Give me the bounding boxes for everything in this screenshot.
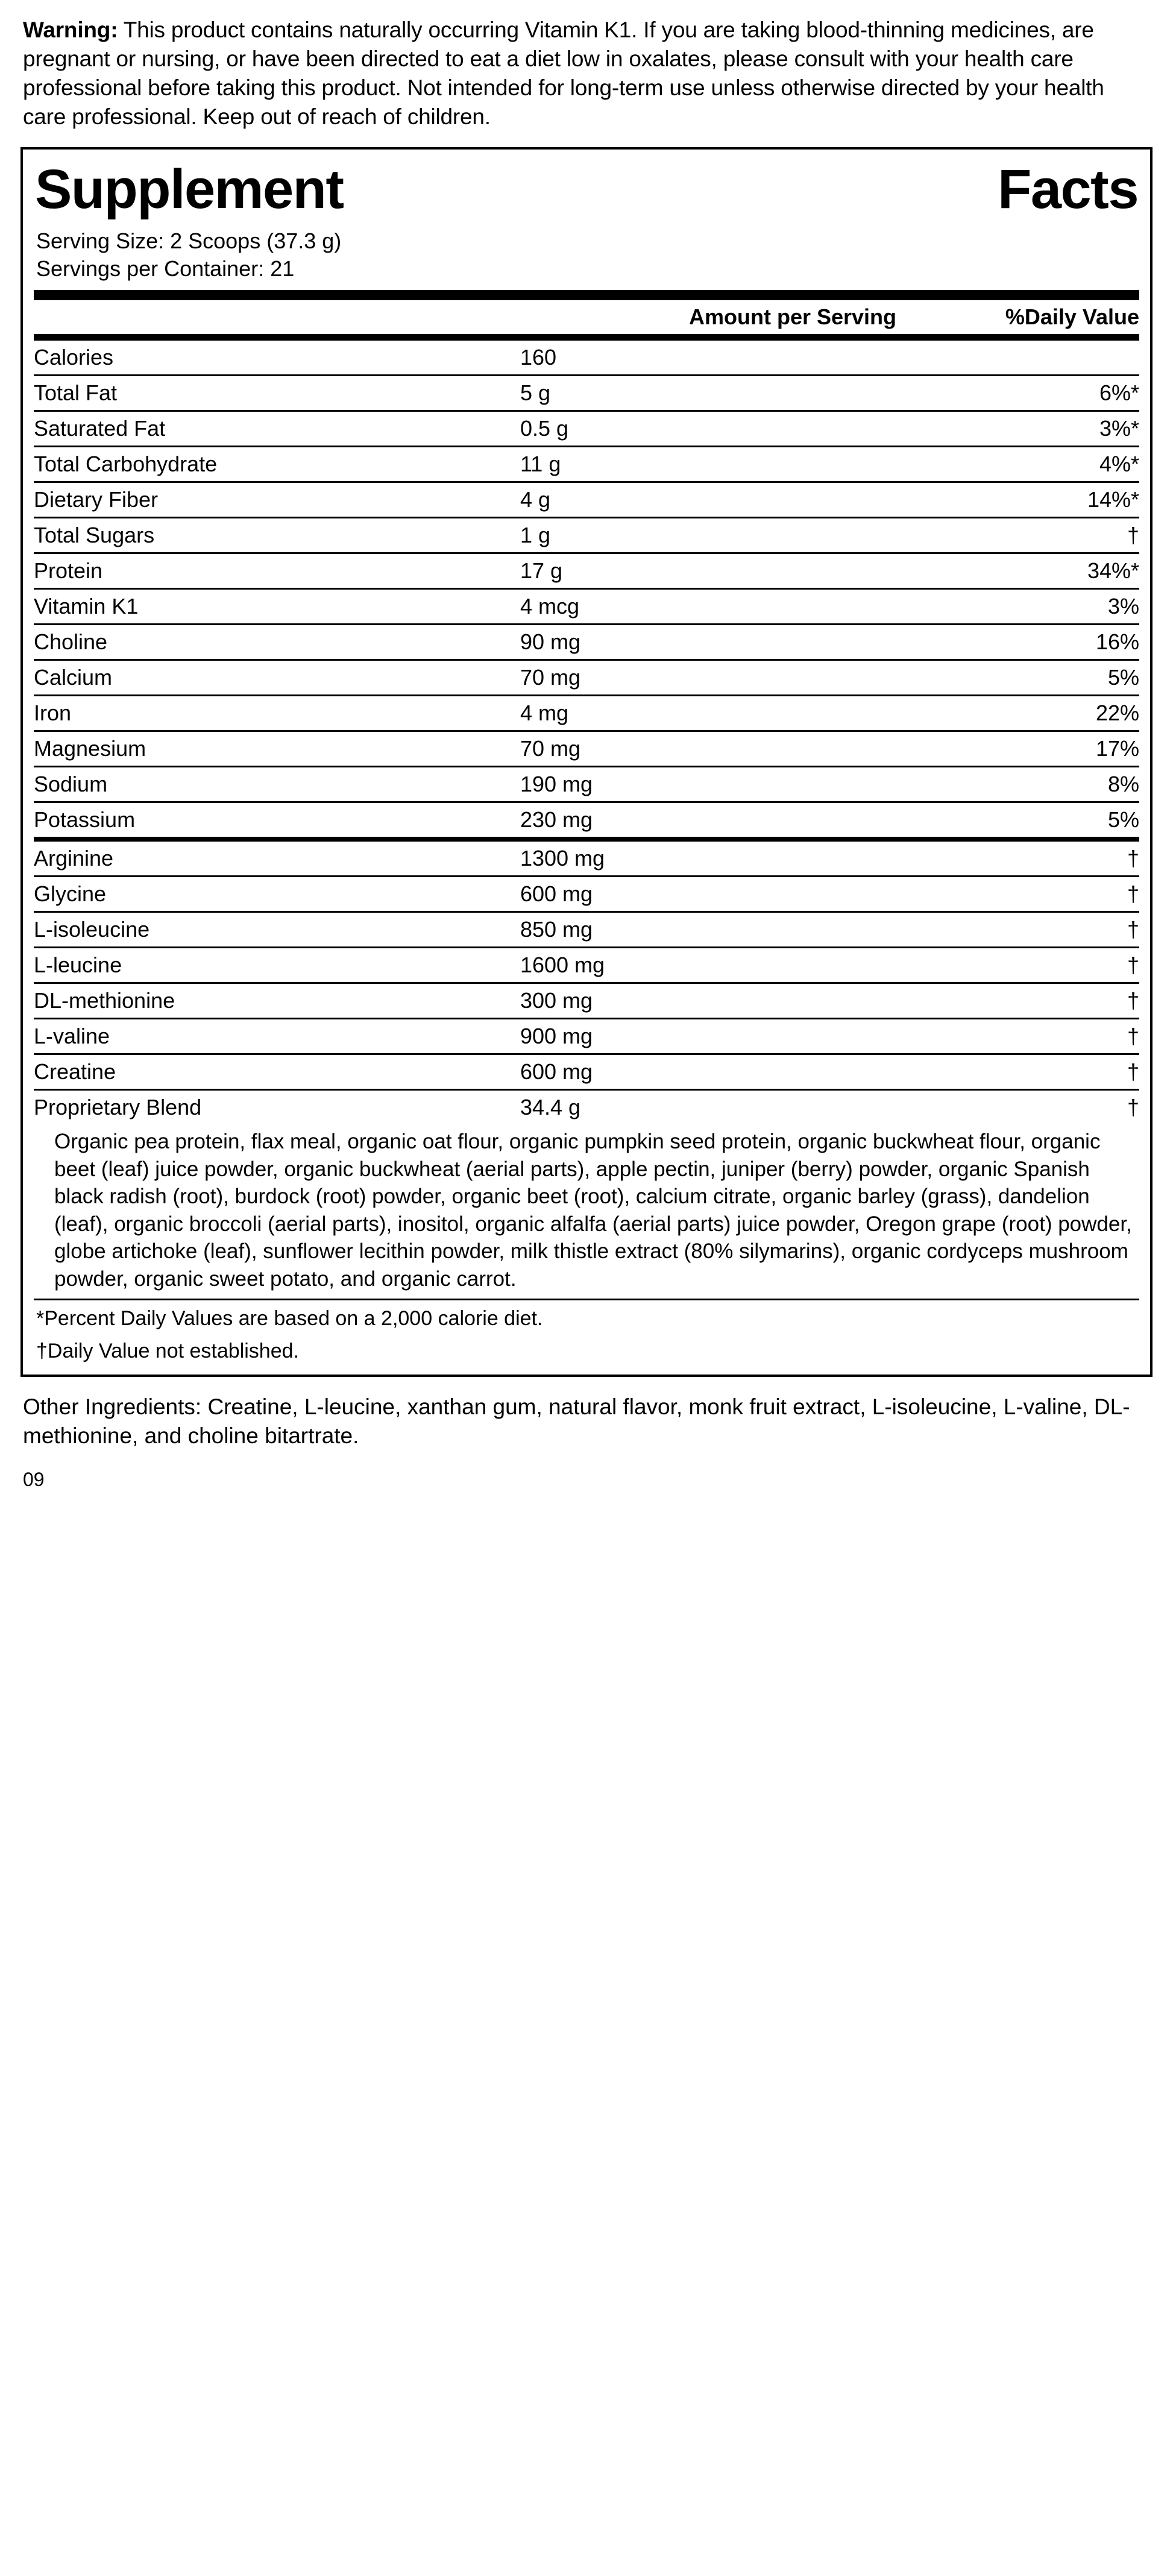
- row-amount: 900 mg: [520, 1019, 874, 1054]
- row-dv: †: [874, 983, 1139, 1019]
- table-row: [34, 731, 1139, 767]
- other-ingredients: Other Ingredients: Creatine, L-leucine, xanthan gum, natural flavor, monk fruit extract, L-isoleucine, L-valine, DL-methionine, and choline bitartrate.: [23, 1394, 1130, 1448]
- row-amount: 190 mg: [520, 767, 874, 802]
- row-amount: 1600 mg: [520, 948, 874, 983]
- panel-title-supplement: Supplement: [35, 159, 344, 221]
- row-name: Choline: [34, 625, 520, 660]
- row-name: Glycine: [34, 877, 520, 912]
- row-name: Saturated Fat: [34, 411, 520, 447]
- table-row: [34, 802, 1139, 837]
- table-row: [34, 696, 1139, 731]
- nutrition-rows-main: [34, 341, 1139, 837]
- row-name: Potassium: [34, 807, 136, 833]
- row-amount: 4 mg: [520, 696, 874, 731]
- row-amount: 230 mg: [520, 807, 593, 833]
- row-amount: 17 g: [520, 553, 874, 589]
- divider-thick-top: [34, 290, 1139, 300]
- table-row: [34, 447, 1139, 482]
- row-dv: †: [874, 948, 1139, 983]
- row-dv: 6%*: [874, 376, 1139, 411]
- warning-text: This product contains naturally occurring Vitamin K1. If you are taking blood-thinning medicines, are pregnant or nursing, or have been directed to eat a diet low in oxalates, please consult with your health care professional before taking this product. Not intended for long-term use unless otherwise directed by your health care professional. Keep out of reach of children.: [23, 17, 1104, 130]
- row-name: Total Sugars: [34, 518, 520, 553]
- row-name: Magnesium: [34, 731, 520, 767]
- row-dv: †: [874, 1054, 1139, 1090]
- blend-dv: †: [1127, 1095, 1139, 1120]
- row-name: Iron: [34, 696, 520, 731]
- row-dv: 17%: [874, 731, 1139, 767]
- row-dv: †: [874, 877, 1139, 912]
- blend-amount: 34.4 g: [520, 1095, 581, 1120]
- row-amount: 850 mg: [520, 912, 874, 948]
- row-name: Total Fat: [34, 376, 520, 411]
- table-row: [34, 553, 1139, 589]
- row-amount: 70 mg: [520, 660, 874, 696]
- table-row: [34, 948, 1139, 983]
- table-header-row: [34, 300, 1139, 335]
- panel-title: [35, 160, 1138, 219]
- row-amount: 70 mg: [520, 731, 874, 767]
- row-name: Arginine: [34, 842, 520, 877]
- table-row: [34, 589, 1139, 625]
- table-row: [34, 983, 1139, 1019]
- row-amount: 90 mg: [520, 625, 874, 660]
- row-dv: 5%: [1107, 807, 1139, 833]
- row-amount: 1 g: [520, 518, 874, 553]
- row-dv: †: [874, 842, 1139, 877]
- table-row: [34, 1019, 1139, 1054]
- row-name: Total Carbohydrate: [34, 447, 520, 482]
- row-name: Calories: [34, 341, 520, 376]
- row-dv: 16%: [874, 625, 1139, 660]
- supplement-facts-panel: [20, 147, 1153, 1376]
- table-row: [34, 767, 1139, 802]
- row-name: L-isoleucine: [34, 912, 520, 948]
- nutrition-rows-amino: [34, 842, 1139, 1124]
- row-name: Protein: [34, 553, 520, 589]
- row-dv: 34%*: [874, 553, 1139, 589]
- table-row: [34, 877, 1139, 912]
- table-row: [34, 341, 1139, 376]
- row-amount: 1300 mg: [520, 842, 874, 877]
- nutrition-table: [34, 300, 1139, 336]
- row-amount: 600 mg: [520, 1054, 874, 1090]
- warning-label: Warning:: [23, 17, 118, 42]
- table-row: [34, 912, 1139, 948]
- row-name: DL-methionine: [34, 983, 520, 1019]
- row-amount: 11 g: [520, 447, 874, 482]
- row-dv: 4%*: [874, 447, 1139, 482]
- row-amount: 4 g: [520, 482, 874, 518]
- footnote-dagger: †Daily Value not established.: [36, 1340, 299, 1363]
- row-name: Vitamin K1: [34, 589, 520, 625]
- row-amount: 300 mg: [520, 983, 874, 1019]
- table-row: [34, 518, 1139, 553]
- table-row: [34, 660, 1139, 696]
- row-name: Calcium: [34, 660, 520, 696]
- table-row-proprietary-blend: [34, 1090, 1139, 1125]
- table-row: [34, 482, 1139, 518]
- row-dv: 8%: [874, 767, 1139, 802]
- table-row: [34, 376, 1139, 411]
- row-dv: 3%: [874, 589, 1139, 625]
- row-dv: 14%*: [874, 482, 1139, 518]
- serving-size: Serving Size: 2 Scoops (37.3 g): [36, 228, 342, 253]
- header-blank: [34, 300, 520, 335]
- table-row: [34, 411, 1139, 447]
- row-dv: 5%: [874, 660, 1139, 696]
- row-amount: 600 mg: [520, 877, 874, 912]
- row-dv: [874, 341, 1139, 376]
- blend-description: Organic pea protein, flax meal, organic oat flour, organic pumpkin seed protein, organic buckwheat flour, organic beet (leaf) juice powder, organic buckwheat (aerial parts), apple pectin, juniper (berry) powder, organic Spanish black radish (root), burdock (root) powder, organic beet (root), calcium citrate, organic barley (grass), dandelion (leaf), organic broccoli (aerial parts), inositol, organic alfalfa (aerial parts) juice powder, Oregon grape (root) powder, globe artichoke (leaf), sunflower lecithin powder, milk thistle extract (80% silymarins), organic cordyceps mushroom powder, organic sweet potato, and organic carrot.: [54, 1130, 1132, 1291]
- table-row: [34, 842, 1139, 877]
- row-amount: 5 g: [520, 376, 874, 411]
- table-row: [34, 1054, 1139, 1090]
- page-code: 09: [23, 1468, 45, 1490]
- row-amount: 0.5 g: [520, 411, 874, 447]
- divider-under-header: [34, 336, 1139, 341]
- row-name: Sodium: [34, 767, 520, 802]
- row-name: L-valine: [34, 1019, 520, 1054]
- header-daily-value: %Daily Value: [896, 300, 1139, 335]
- row-name: Dietary Fiber: [34, 482, 520, 518]
- row-dv: †: [874, 912, 1139, 948]
- row-dv: 22%: [874, 696, 1139, 731]
- servings-per-container: Servings per Container: 21: [36, 256, 295, 282]
- row-amount: 4 mcg: [520, 589, 874, 625]
- table-row: [34, 625, 1139, 660]
- row-name: L-leucine: [34, 948, 520, 983]
- row-name: Creatine: [34, 1054, 520, 1090]
- divider-mid: [34, 837, 1139, 842]
- row-amount: 160: [520, 341, 874, 376]
- warning-paragraph: [23, 16, 1150, 131]
- row-dv: 3%*: [874, 411, 1139, 447]
- blend-name: Proprietary Blend: [34, 1095, 202, 1120]
- row-dv: †: [874, 518, 1139, 553]
- header-amount-per-serving: Amount per Serving: [520, 300, 896, 335]
- panel-title-facts: Facts: [998, 159, 1138, 221]
- footnote-daily-values: *Percent Daily Values are based on a 2,000 calorie diet.: [36, 1307, 543, 1331]
- row-dv: †: [874, 1019, 1139, 1054]
